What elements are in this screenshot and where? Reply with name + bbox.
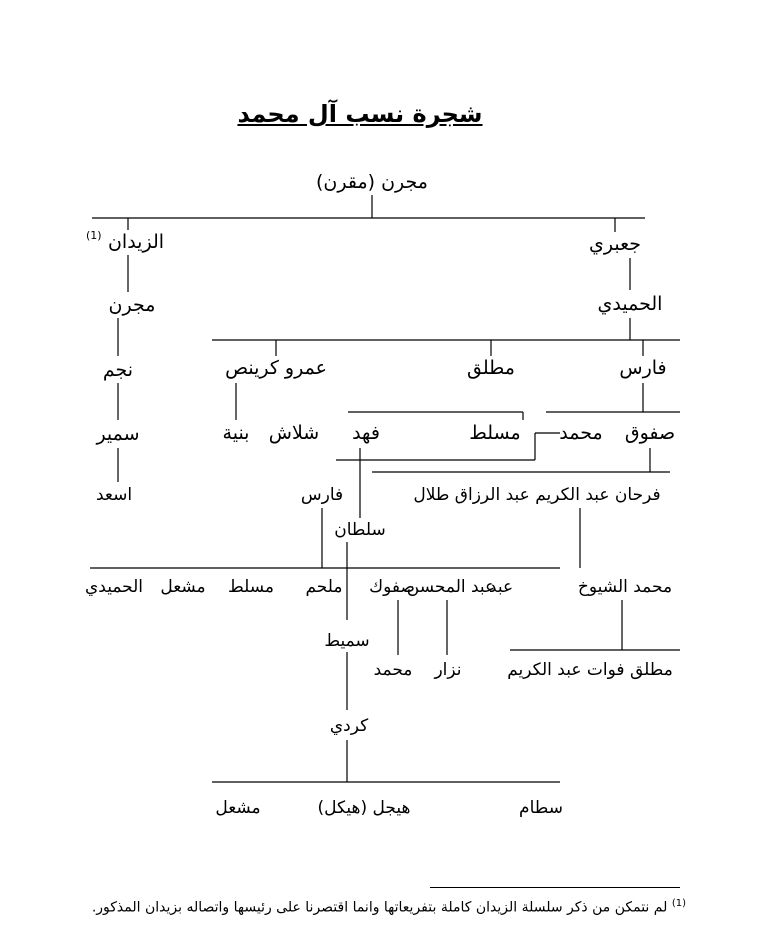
node-mohammed: محمد: [559, 422, 603, 444]
node-abdulmohsen: عبد المحسن: [406, 577, 496, 597]
node-humaidi: الحميدي: [597, 293, 663, 315]
node-faris: فارس: [619, 357, 667, 379]
node-sultan: سلطان: [334, 520, 386, 540]
page-title: شجرة نسب آل محمد: [237, 100, 483, 128]
node-mishal-2: مشعل: [215, 798, 261, 818]
node-sumait: سميط: [324, 631, 370, 651]
node-faris-2: فارس: [300, 485, 344, 505]
node-bunayya: بنية: [222, 422, 250, 444]
node-najm: نجم: [102, 359, 134, 381]
node-farhan-group: فرحان عبد الكريم عبد الرزاق طلال: [413, 485, 661, 505]
footnote-text: لم نتمكن من ذكر سلسلة الزيدان كاملة بتفريعاتها وانما اقتصرنا على رئيسها واتصاله بزيدان المذكور.: [91, 899, 668, 916]
node-mujrin-root: مجرن (مقرن): [316, 171, 428, 193]
node-nizar: نزار: [434, 660, 462, 680]
node-sameer: سمير: [96, 423, 140, 445]
node-amro-kraynis: عمرو كرينص: [225, 357, 327, 379]
node-abd: عبد: [488, 577, 514, 597]
node-safouk: صفوك: [369, 577, 415, 597]
node-musallat: مسلط: [469, 422, 521, 444]
node-zaidan: الزيدان: [107, 231, 165, 253]
node-mujrin: مجرن: [108, 294, 156, 316]
node-shalash: شلاش: [268, 422, 320, 444]
node-mulhim: ملحم: [305, 577, 343, 597]
node-humaidi-2: الحميدي: [84, 577, 144, 597]
footnote-separator: [430, 887, 680, 888]
node-mohammed-2: محمد: [373, 660, 413, 680]
node-jaabari: جعبري: [589, 233, 641, 255]
footnote-reference: (1): [86, 229, 102, 242]
node-kurdi: كردي: [329, 716, 369, 736]
node-asaad: اسعد: [95, 485, 133, 505]
node-mutlaq-group: مطلق فوات عبد الكريم: [507, 660, 673, 680]
footnote: [66, 895, 686, 917]
node-mohammed-shiyoukh: محمد الشيوخ: [577, 577, 673, 597]
node-sattam: سطام: [519, 798, 563, 818]
footnote-number: (1): [671, 898, 686, 909]
node-fahd: فهد: [352, 422, 380, 444]
node-musallat-2: مسلط: [227, 577, 275, 597]
node-mishal: مشعل: [160, 577, 206, 597]
node-safouq: صفوق: [624, 422, 676, 444]
node-hayjal: هيجل (هيكل): [317, 798, 411, 818]
node-mutlaq: مطلق: [467, 357, 515, 379]
